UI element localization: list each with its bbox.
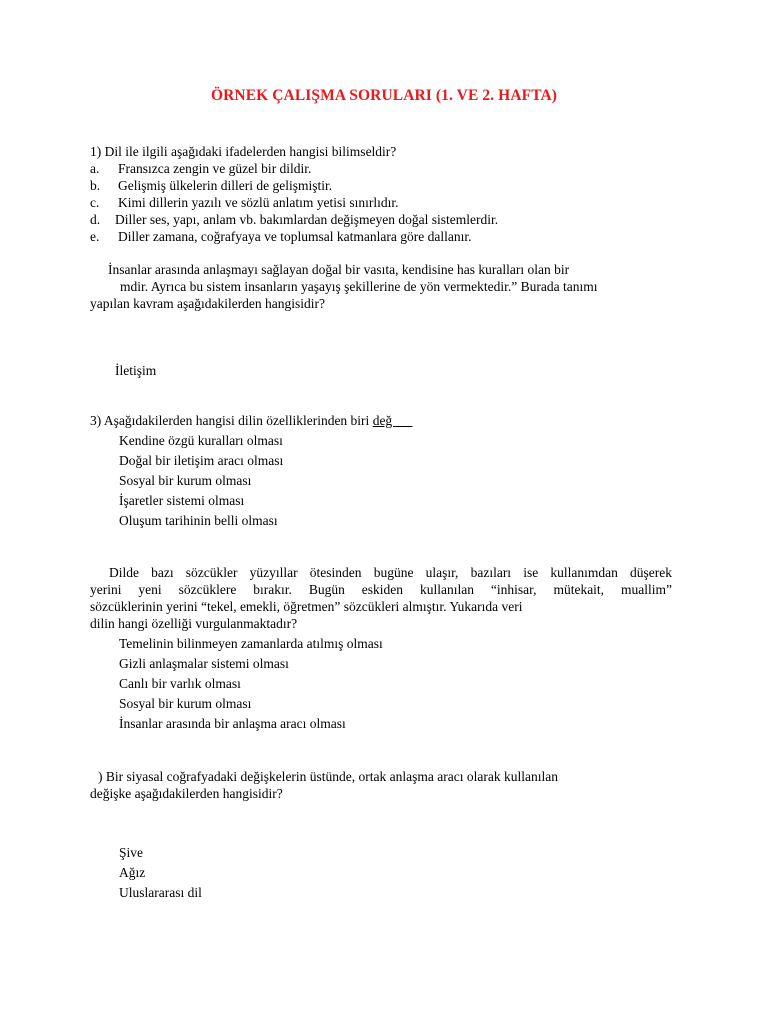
- q2-line-3: yapılan kavram aşağıdakilerden hangisidir?: [90, 296, 326, 311]
- q1-option-e: [90, 229, 471, 246]
- q1-option-a: [90, 161, 311, 178]
- q4-option: Canlı bir varlık olması: [119, 676, 241, 691]
- option-label: e.: [90, 229, 100, 244]
- q2-answer: İletişim: [115, 363, 157, 378]
- option-label: c.: [90, 195, 100, 210]
- option-label: a.: [90, 161, 100, 176]
- option-text: Gelişmiş ülkelerin dilleri de gelişmiştir.: [118, 178, 333, 193]
- q1-option-d: [90, 212, 498, 229]
- q1-option-c: [90, 195, 398, 212]
- q3-option: Doğal bir iletişim aracı olması: [119, 453, 284, 468]
- q5-line-1: ) Bir siyasal coğrafyadaki değişkelerin üstünde, ortak anlaşma aracı olarak kullanılan: [98, 769, 558, 784]
- option-text: Diller zamana, coğrafyaya ve toplumsal katmanlara göre dallanır.: [118, 229, 472, 244]
- option-label: b.: [90, 178, 101, 193]
- q5-line-2: değişke aşağıdakilerden hangisidir?: [90, 786, 283, 801]
- q3-option: Oluşum tarihinin belli olması: [119, 513, 278, 528]
- q5-option: Ağız: [119, 865, 146, 880]
- q3-stem-blank: değ: [372, 413, 413, 428]
- q1-option-b: [90, 178, 332, 195]
- q2-line-1: İnsanlar arasında anlaşmayı sağlayan doğal bir vasıta, kendisine has kuralları olan bir: [108, 262, 570, 277]
- q3-stem-text: 3) Aşağıdakilerden hangisi dilin özelliklerinden biri: [90, 413, 370, 428]
- option-label: d.: [90, 212, 101, 227]
- q4-line-3: sözcüklerinin yerini “tekel, emekli, öğretmen” sözcükleri almıştır. Yukarıda veri: [90, 599, 523, 614]
- option-text: Diller ses, yapı, anlam vb. bakımlardan değişmeyen doğal sistemlerdir.: [115, 212, 499, 227]
- option-text: Fransızca zengin ve güzel bir dildir.: [118, 161, 312, 176]
- q5-option: Uluslararası dil: [119, 885, 202, 900]
- q4-line-1: Dilde bazı sözcükler yüzyıllar ötesinden bugüne ulaşır, bazıları ise kullanımdan düşerek: [109, 565, 672, 580]
- q4-line-2: yerini yeni sözcüklere bırakır. Bugün eskiden kullanılan “inhisar, mütekait, muallim”: [90, 582, 672, 597]
- q4-option: İnsanlar arasında bir anlaşma aracı olması: [119, 716, 346, 731]
- q3-stem: [90, 413, 412, 430]
- q4-option: Gizli anlaşmalar sistemi olması: [119, 656, 289, 671]
- option-text: Kimi dillerin yazılı ve sözlü anlatım yetisi sınırlıdır.: [118, 195, 399, 210]
- q2-line-2: mdir. Ayrıca bu sistem insanların yaşayış şekillerine de yön vermektedir.” Burada tanımı: [120, 279, 598, 294]
- page-title: ÖRNEK ÇALIŞMA SORULARI (1. VE 2. HAFTA): [210, 87, 558, 104]
- q3-option: Sosyal bir kurum olması: [119, 473, 252, 488]
- q4-option: Sosyal bir kurum olması: [119, 696, 252, 711]
- q4-line-4: dilin hangi özelliği vurgulanmaktadır?: [90, 616, 298, 631]
- q1-stem: 1) Dil ile ilgili aşağıdaki ifadelerden hangisi bilimseldir?: [90, 144, 397, 159]
- q4-option: Temelinin bilinmeyen zamanlarda atılmış olması: [119, 636, 383, 651]
- q5-option: Şive: [119, 845, 144, 860]
- q3-option: Kendine özgü kuralları olması: [119, 433, 283, 448]
- q3-option: İşaretler sistemi olması: [119, 493, 245, 508]
